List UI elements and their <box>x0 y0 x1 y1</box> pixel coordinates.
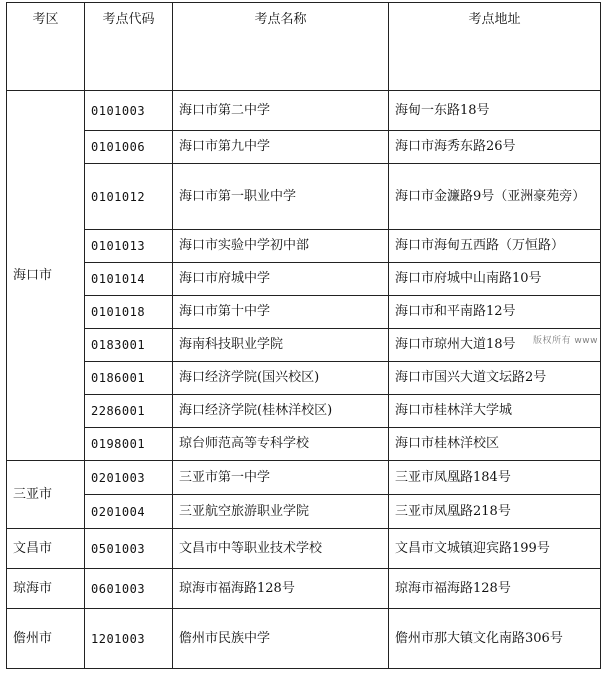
table-row <box>7 461 601 495</box>
table-row <box>7 91 601 131</box>
site-name: 海口市第九中学 <box>173 131 389 164</box>
site-address: 海口市桂林洋校区 <box>389 428 601 461</box>
site-address: 海口市琼州大道18号 <box>389 329 601 362</box>
site-name: 海口市第十中学 <box>173 296 389 329</box>
table-row <box>7 495 601 529</box>
site-address: 海口市和平南路12号 <box>389 296 601 329</box>
region-cell-haikou: 海口市 <box>7 91 85 461</box>
site-address: 三亚市凤凰路218号 <box>389 495 601 529</box>
site-address: 海口市海秀东路26号 <box>389 131 601 164</box>
site-code: 0198001 <box>85 428 173 461</box>
site-code: 0101018 <box>85 296 173 329</box>
region-cell-wenchang: 文昌市 <box>7 529 85 569</box>
table-row <box>7 362 601 395</box>
site-name: 琼海市福海路128号 <box>173 569 389 609</box>
site-code: 0601003 <box>85 569 173 609</box>
site-address: 海口市府城中山南路10号 <box>389 263 601 296</box>
region-cell-danzhou: 儋州市 <box>7 609 85 669</box>
table-row <box>7 529 601 569</box>
exam-site-table <box>6 2 601 669</box>
header-address: 考点地址 <box>389 3 601 91</box>
site-name: 海口市第一职业中学 <box>173 164 389 230</box>
site-name: 海口市实验中学初中部 <box>173 230 389 263</box>
site-name: 三亚市第一中学 <box>173 461 389 495</box>
site-code: 0186001 <box>85 362 173 395</box>
site-code: 0201004 <box>85 495 173 529</box>
table-row <box>7 230 601 263</box>
region-cell-sanya: 三亚市 <box>7 461 85 529</box>
table-header-row <box>7 3 601 91</box>
site-address: 海口市金濂路9号（亚洲豪苑旁） <box>389 164 601 230</box>
table-row <box>7 428 601 461</box>
table-row <box>7 329 601 362</box>
site-code: 0101014 <box>85 263 173 296</box>
site-code: 0183001 <box>85 329 173 362</box>
site-code: 0101013 <box>85 230 173 263</box>
site-name: 儋州市民族中学 <box>173 609 389 669</box>
site-name: 琼台师范高等专科学校 <box>173 428 389 461</box>
site-address: 海口市海甸五西路（万恒路） <box>389 230 601 263</box>
table-row <box>7 395 601 428</box>
site-address: 儋州市那大镇文化南路306号 <box>389 609 601 669</box>
site-name: 海口经济学院(国兴校区) <box>173 362 389 395</box>
site-name: 海口市府城中学 <box>173 263 389 296</box>
site-address: 海口市桂林洋大学城 <box>389 395 601 428</box>
site-name: 海南科技职业学院 <box>173 329 389 362</box>
site-address: 三亚市凤凰路184号 <box>389 461 601 495</box>
table-row <box>7 609 601 669</box>
table-row <box>7 131 601 164</box>
table-row <box>7 569 601 609</box>
header-code: 考点代码 <box>85 3 173 91</box>
header-region: 考区 <box>7 3 85 91</box>
table-row <box>7 296 601 329</box>
site-name: 三亚航空旅游职业学院 <box>173 495 389 529</box>
site-code: 0101012 <box>85 164 173 230</box>
site-code: 0501003 <box>85 529 173 569</box>
site-code: 0201003 <box>85 461 173 495</box>
table-row <box>7 164 601 230</box>
region-cell-qionghai: 琼海市 <box>7 569 85 609</box>
site-name: 文昌市中等职业技术学校 <box>173 529 389 569</box>
site-address: 海口市国兴大道文坛路2号 <box>389 362 601 395</box>
site-code: 1201003 <box>85 609 173 669</box>
copyright-watermark: 版权所有 www <box>533 336 598 346</box>
site-address: 文昌市文城镇迎宾路199号 <box>389 529 601 569</box>
site-code: 0101003 <box>85 91 173 131</box>
table-row <box>7 263 601 296</box>
site-address: 海甸一东路18号 <box>389 91 601 131</box>
site-address: 琼海市福海路128号 <box>389 569 601 609</box>
site-code: 0101006 <box>85 131 173 164</box>
site-name: 海口市第二中学 <box>173 91 389 131</box>
header-name: 考点名称 <box>173 3 389 91</box>
site-code: 2286001 <box>85 395 173 428</box>
site-name: 海口经济学院(桂林洋校区) <box>173 395 389 428</box>
